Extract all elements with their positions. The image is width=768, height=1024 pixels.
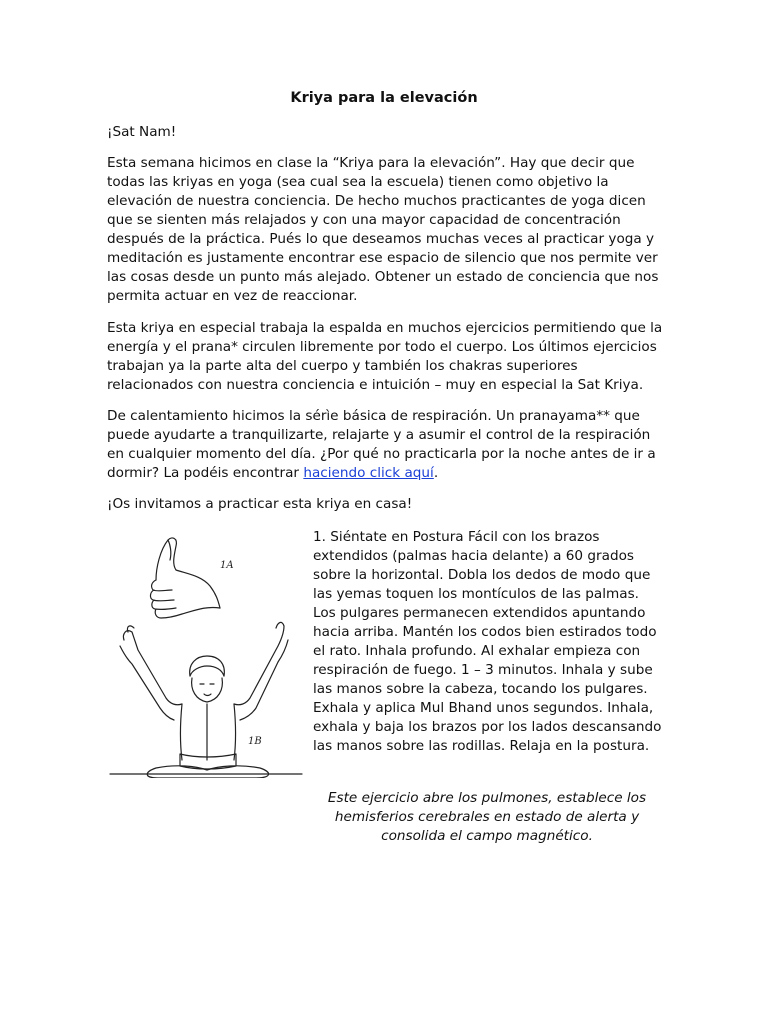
click-here-link[interactable]: haciendo click aquí bbox=[303, 465, 434, 481]
paragraph-warmup-text: De calentamiento hicimos la sérìe básica de respiración. Un pranayama** que puede ayudarte a tranquilizarte, relajarte y a asumir el control de la respiración en cualquier momento del día. ¿Por qué no practicarla por la noche antes de ir a dormir? La podéis encontrar bbox=[107, 408, 656, 481]
paragraph-kriya: Esta kriya en especial trabaja la espalda en muchos ejercicios permitiendo que la energía y el prana* circulen libremente por todo el cuerpo. Los últimos ejercicios trabajan ya la parte alta del cuerpo y también los chakras superiores relacionados con nuestra conciencia e intuición – muy en especial la Sat Kriya. bbox=[107, 320, 663, 393]
figure-label-1a: 1A bbox=[220, 560, 234, 571]
paragraph-intro: Esta semana hicimos en clase la “Kriya para la elevación”. Hay que decir que todas las kriyas en yoga (sea cual sea la escuela) tienen como objetivo la elevación de nuestra conciencia. De hecho muchos practicantes de yoga dicen que se sienten más relajados y con una mayor capacidad de concentración después de la práctica. Pués lo que deseamos muchas veces al practicar yoga y meditación es justamente encontrar ese espacio de silencio que nos permite ver las cosas desde un punto más alejado. Obtener un estado de conciencia que nos permita actuar en vez de reaccionar. bbox=[107, 155, 659, 304]
page-title: Kriya para la elevación bbox=[290, 90, 478, 106]
greeting: ¡Sat Nam! bbox=[107, 124, 177, 140]
invitation: ¡Os invitamos a practicar esta kriya en casa! bbox=[107, 496, 413, 512]
exercise-note: Este ejercicio abre los pulmones, establece los hemisferios cerebrales en estado de alerta y consolida el campo magnético. bbox=[327, 790, 647, 844]
exercise-step-1: 1. Siéntate en Postura Fácil con los brazos extendidos (palmas hacia delante) a 60 grados sobre la horizontal. Dobla los dedos de modo que las yemas toquen los montículos de las palmas. Los pulgares permanecen extendidos apuntando hacia arriba. Mantén los codos bien estirados todo el rato. Inhala profundo. Al exhalar empieza con respiración de fuego. 1 – 3 minutos. Inhala y sube las manos sobre la cabeza, tocando los pulgares. Exhala y aplica Mul Bhand unos segundos. Inhala, exhala y baja los brazos por los lados descansando las manos sobre las rodillas. Relaja en la postura. bbox=[313, 529, 662, 754]
figure-label-1b: 1B bbox=[248, 736, 262, 747]
seated-figure-drawing bbox=[110, 622, 302, 778]
thumb-up-hand-drawing bbox=[150, 538, 220, 618]
paragraph-warmup-end: . bbox=[433, 465, 439, 481]
paragraph-warmup bbox=[107, 407, 667, 483]
yoga-figure-illustration bbox=[106, 528, 304, 778]
